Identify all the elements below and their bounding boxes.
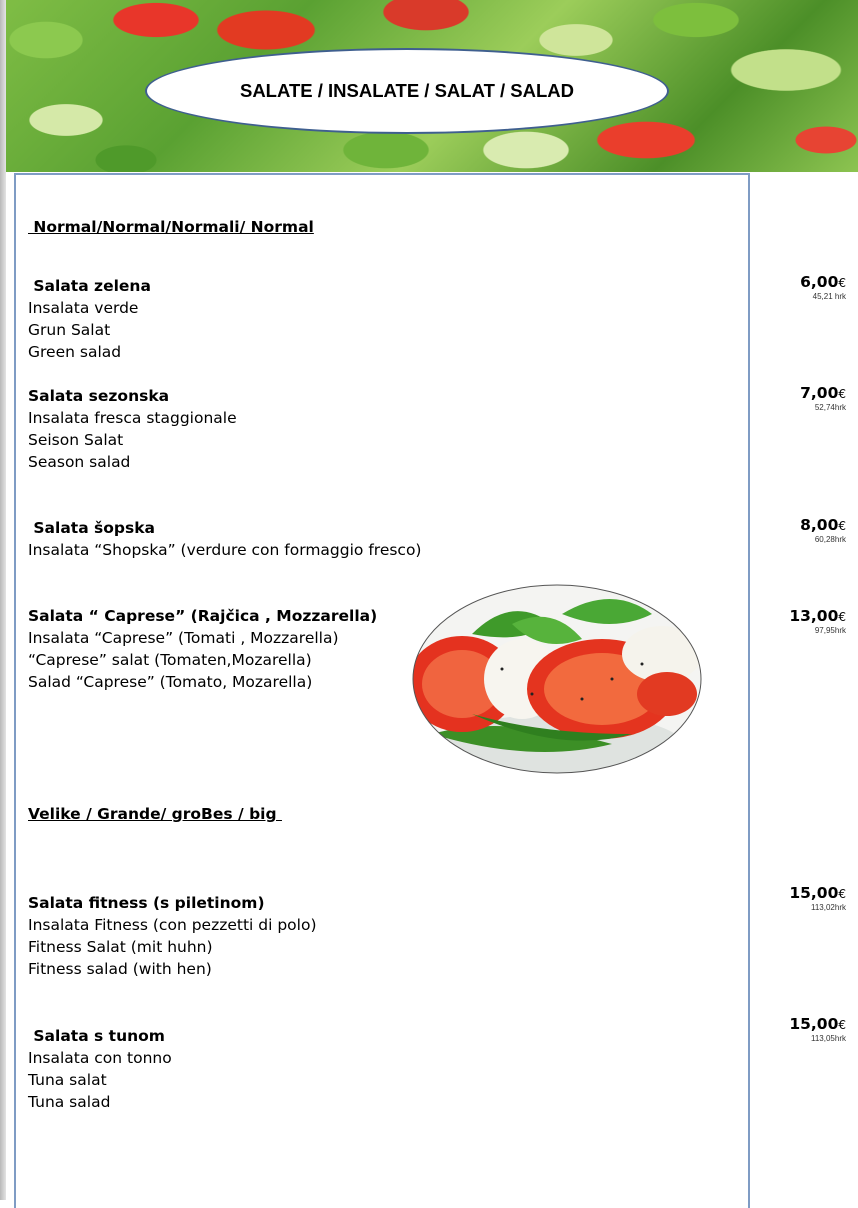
item-translation: Insalata con tonno: [28, 1049, 172, 1067]
salad-banner-image: [6, 0, 858, 172]
item-translation: Grun Salat: [28, 321, 111, 339]
item-translation: Insalata fresca staggionale: [28, 409, 237, 427]
euro-symbol: €: [838, 519, 846, 533]
item-translation: Fitness Salat (mit huhn): [28, 938, 213, 956]
item-translation: Salad “Caprese” (Tomato, Mozarella): [28, 673, 313, 691]
euro-symbol: €: [838, 610, 846, 624]
menu-item-salata-fitness: [28, 892, 317, 980]
price-salata-tunom: [789, 1015, 846, 1043]
item-translation: Insalata “Shopska” (verdure con formaggio fresco): [28, 541, 422, 559]
menu-item-salata-caprese: [28, 605, 377, 693]
item-translation: Tuna salat: [28, 1071, 107, 1089]
price-salata-fitness: [789, 884, 846, 912]
item-translation: Green salad: [28, 343, 122, 361]
menu-item-salata-sezonska: [28, 385, 237, 473]
item-translation: Seison Salat: [28, 431, 124, 449]
page-edge: [0, 0, 6, 1200]
item-translation: Insalata verde: [28, 299, 139, 317]
price-eur: 7,00: [800, 384, 839, 402]
price-eur: 15,00: [789, 884, 839, 902]
euro-symbol: €: [838, 1018, 846, 1032]
euro-symbol: €: [838, 887, 846, 901]
price-hrk: 60,28hrk: [814, 535, 846, 544]
euro-symbol: €: [838, 276, 846, 290]
price-salata-caprese: [789, 607, 846, 635]
item-translation: Insalata Fitness (con pezzetti di polo): [28, 916, 317, 934]
item-translation: Season salad: [28, 453, 131, 471]
price-salata-sezonska: [800, 384, 846, 412]
caprese-salad-photo: [412, 584, 702, 774]
price-eur: 15,00: [789, 1015, 839, 1033]
section-heading-big: Velike / Grande/ groBes / big: [28, 805, 282, 823]
item-name: Salata s tunom: [28, 1027, 165, 1045]
item-translation: “Caprese” salat (Tomaten,Mozarella): [28, 651, 312, 669]
title-oval: [145, 48, 669, 134]
price-hrk: 52,74hrk: [814, 403, 846, 412]
price-hrk: 97,95hrk: [814, 626, 846, 635]
item-name: Salata zelena: [28, 277, 151, 295]
item-translation: Fitness salad (with hen): [28, 960, 212, 978]
euro-symbol: €: [838, 387, 846, 401]
item-name: Salata sezonska: [28, 387, 170, 405]
page-title: SALATE / INSALATE / SALAT / SALAD: [239, 80, 575, 101]
price-salata-sopska: [800, 516, 846, 544]
menu-item-salata-tunom: [28, 1025, 172, 1113]
menu-item-salata-sopska: [28, 517, 421, 561]
price-hrk: 113,02hrk: [811, 903, 846, 912]
menu-item-salata-zelena: [28, 275, 151, 363]
item-name: Salata šopska: [28, 519, 156, 537]
price-eur: 6,00: [800, 273, 839, 291]
item-translation: Tuna salad: [28, 1093, 111, 1111]
price-eur: 8,00: [800, 516, 839, 534]
price-salata-zelena: [800, 273, 846, 301]
item-translation: Insalata “Caprese” (Tomati , Mozzarella): [28, 629, 339, 647]
section-heading-normal: Normal/Normal/Normali/ Normal: [28, 218, 314, 236]
item-name: Salata fitness (s piletinom): [28, 894, 265, 912]
price-eur: 13,00: [789, 607, 839, 625]
price-hrk: 113,05hrk: [811, 1034, 846, 1043]
price-hrk: 45,21 hrk: [812, 292, 846, 301]
item-name: Salata “ Caprese” (Rajčica , Mozzarella): [28, 607, 378, 625]
